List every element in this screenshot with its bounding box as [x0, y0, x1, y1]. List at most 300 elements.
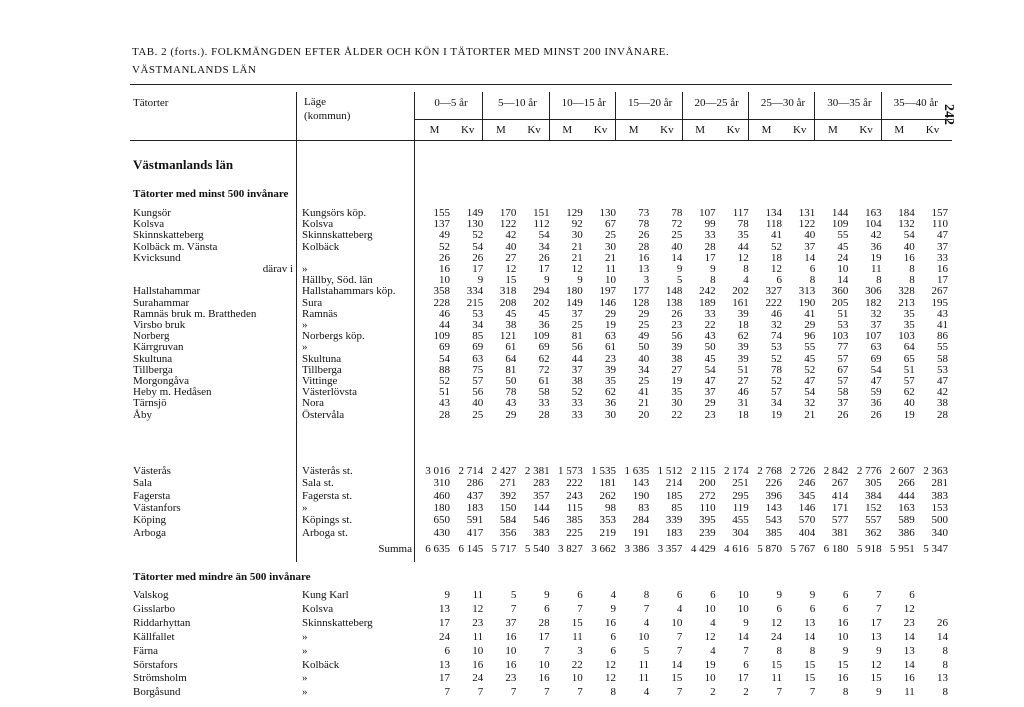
cell-value: 148 [665, 285, 683, 298]
summa-value: 6 635 [425, 543, 450, 555]
place-name: Heby m. Hedåsen [133, 386, 212, 399]
cell-value: 37 [870, 319, 882, 331]
cell-value: 650 [433, 514, 450, 527]
summa-value: 5 951 [890, 543, 915, 555]
municipality: Västerås st. [302, 465, 353, 477]
summa-value: 6 145 [458, 543, 484, 555]
cell-value: 57 [837, 352, 849, 365]
cell-value: 14 [837, 274, 849, 287]
summa-value: 3 662 [591, 543, 616, 555]
cell-value: 13 [804, 616, 816, 629]
cell-value: 362 [865, 526, 882, 539]
cell-value: 6 [909, 589, 915, 601]
cell-value: 6 [809, 602, 816, 615]
cell-value: 9 [544, 274, 550, 287]
cell-value: 33 [937, 251, 948, 264]
cell-value: 281 [931, 477, 948, 490]
cell-value: 74 [771, 330, 782, 343]
cell-value: 47 [704, 375, 716, 387]
cell-value: 6 [710, 589, 716, 601]
cell-value: 56 [571, 341, 583, 354]
cell-value: 25 [638, 375, 650, 387]
cell-value: 47 [870, 375, 882, 387]
cell-value: 271 [499, 477, 517, 490]
cell-value: 8 [743, 263, 749, 275]
cell-value: 11 [771, 672, 782, 685]
cell-value: 28 [704, 240, 716, 253]
cell-value: 13 [439, 658, 450, 671]
cell-value: 129 [566, 207, 583, 219]
cell-value: 17 [538, 263, 550, 275]
cell-value: 200 [699, 477, 716, 490]
cell-value: 67 [605, 218, 616, 231]
cell-value: 29 [704, 397, 716, 410]
municipality: Köpings st. [302, 514, 353, 527]
cell-value: 33 [704, 307, 716, 320]
cell-value: 2 427 [491, 465, 517, 477]
cell-value: 7 [876, 589, 882, 601]
cell-value: 185 [665, 489, 683, 502]
municipality: Kolbäck [302, 240, 340, 253]
cell-value: 8 [909, 263, 915, 275]
cell-value: 31 [737, 397, 749, 410]
cell-value: 4 [643, 686, 650, 699]
cell-value: 58 [937, 352, 948, 365]
cell-value: 57 [771, 386, 782, 399]
cell-value: 146 [798, 501, 816, 514]
cell-value: 53 [771, 341, 782, 354]
cell-value: 9 [876, 686, 882, 699]
cell-value: 246 [798, 477, 816, 490]
cell-value: 12 [771, 263, 782, 275]
place-name: Surahammar [133, 296, 190, 309]
cell-value: 37 [937, 240, 948, 253]
cell-value: 92 [571, 218, 583, 231]
cell-value: 34 [472, 319, 484, 331]
table-row [0, 686, 1024, 699]
place-name: Kolbäck m. Vänsta [133, 240, 218, 253]
cell-value: 23 [605, 352, 616, 365]
cell-value: 19 [605, 319, 616, 331]
cell-value: 109 [433, 330, 450, 343]
table-row [0, 672, 1024, 685]
cell-value: 44 [439, 319, 450, 331]
section-heading: Tätorter med mindre än 500 invånare [133, 571, 311, 583]
cell-value: 63 [472, 352, 484, 365]
cell-value: 9 [776, 589, 782, 601]
cell-value: 180 [433, 501, 450, 514]
cell-value: 107 [865, 330, 882, 343]
cell-value: 26 [439, 251, 450, 264]
place-name: Tärnsjö [133, 397, 167, 410]
cell-value: 345 [798, 489, 816, 502]
cell-value: 2 [743, 686, 749, 699]
page-number: 242 [941, 104, 956, 125]
cell-value: 243 [566, 489, 583, 502]
cell-value: 46 [771, 307, 782, 320]
cell-value: 41 [638, 386, 650, 399]
cell-value: 294 [533, 285, 550, 298]
cell-value: 14 [671, 658, 683, 671]
cell-value: 384 [865, 489, 882, 502]
cell-value: 40 [903, 240, 915, 253]
cell-value: 130 [466, 218, 484, 231]
place-name: Köping [133, 514, 166, 527]
cell-value: 8 [809, 644, 816, 657]
cell-value: 12 [505, 263, 517, 275]
place-name: Färna [133, 644, 159, 657]
cell-value: 19 [771, 408, 782, 421]
cell-value: 132 [898, 218, 915, 231]
cell-value: 25 [472, 408, 484, 421]
cell-value: 267 [831, 477, 849, 490]
cell-value: 23 [671, 319, 683, 331]
cell-value: 7 [510, 686, 517, 699]
cell-value: 29 [605, 307, 616, 320]
cell-value: 21 [605, 251, 616, 264]
municipality: Tillberga [302, 363, 342, 376]
cell-value: 78 [671, 207, 683, 219]
cell-value: 32 [804, 397, 816, 410]
cell-value: 153 [931, 501, 948, 514]
cell-value: 78 [638, 218, 650, 231]
municipality: Skultuna [302, 352, 342, 365]
sex-header-m: M [695, 124, 705, 136]
cell-value: 144 [533, 501, 550, 514]
cell-value: 42 [937, 386, 948, 399]
cell-value: 9 [676, 263, 683, 275]
municipality: » [302, 630, 308, 643]
age-group-divider [549, 92, 550, 140]
cell-value: 99 [704, 218, 716, 231]
cell-value: 96 [804, 330, 816, 343]
age-group-divider [881, 92, 882, 140]
cell-value: 16 [439, 263, 450, 275]
cell-value: 128 [632, 296, 650, 309]
cell-value: 43 [937, 307, 948, 320]
cell-value: 40 [671, 240, 683, 253]
cell-value: 38 [571, 375, 583, 387]
cell-value: 1 535 [591, 465, 616, 477]
cell-value: 7 [544, 644, 550, 657]
cell-value: 543 [765, 514, 782, 527]
cell-value: 81 [571, 330, 583, 343]
cell-value: 118 [765, 218, 782, 231]
cell-value: 225 [566, 526, 583, 539]
cell-value: 56 [671, 330, 683, 343]
cell-value: 30 [605, 240, 616, 253]
cell-value: 295 [732, 489, 749, 502]
cell-value: 103 [898, 330, 915, 343]
cell-value: 9 [444, 589, 450, 601]
cell-value: 284 [632, 514, 650, 527]
cell-value: 12 [605, 672, 616, 685]
cell-value: 54 [804, 386, 816, 399]
sex-header-kv: Kv [660, 124, 674, 136]
cell-value: 27 [505, 251, 517, 264]
cell-value: 28 [638, 240, 650, 253]
cell-value: 33 [571, 408, 583, 421]
cell-value: 3 016 [425, 465, 450, 477]
cell-value: 190 [632, 489, 650, 502]
cell-value: 7 [743, 644, 749, 657]
cell-value: 29 [505, 408, 517, 421]
cell-value: 4 [710, 644, 716, 657]
cell-value: 7 [643, 602, 650, 615]
place-name: Kvicksund [133, 251, 181, 264]
cell-value: 15 [771, 658, 782, 671]
cell-value: 36 [870, 397, 882, 410]
cell-value: 9 [842, 644, 849, 657]
sex-header-kv: Kv [726, 124, 741, 136]
cell-value: 5 [643, 644, 650, 657]
cell-value: 8 [643, 589, 650, 601]
cell-value: 318 [499, 285, 517, 298]
cell-value: 64 [505, 352, 517, 365]
age-group-divider [748, 92, 749, 140]
table-row [0, 589, 1024, 602]
header-mid-rule [415, 119, 952, 120]
cell-value: 44 [571, 352, 583, 365]
cell-value: 500 [931, 514, 948, 527]
cell-value: 267 [931, 285, 948, 298]
cell-value: 6 [842, 602, 849, 615]
cell-value: 144 [831, 207, 849, 219]
cell-value: 107 [699, 207, 716, 219]
cell-value: 49 [439, 229, 450, 242]
municipality: » [302, 686, 308, 699]
cell-value: 26 [937, 616, 948, 629]
sex-header-kv: Kv [460, 124, 475, 136]
cell-value: 61 [538, 375, 550, 387]
cell-value: 15 [837, 658, 849, 671]
cell-value: 356 [499, 526, 517, 539]
cell-value: 353 [599, 514, 616, 527]
cell-value: 9 [544, 589, 550, 601]
cell-value: 44 [737, 240, 749, 253]
cell-value: 64 [903, 341, 915, 354]
municipality: Vittinge [302, 375, 338, 387]
cell-value: 24 [771, 630, 782, 643]
summa-value: 5 767 [790, 543, 816, 555]
cell-value: 35 [605, 375, 616, 387]
cell-value: 4 [610, 589, 616, 601]
sex-header-kv: Kv [527, 124, 541, 136]
cell-value: 50 [704, 341, 716, 354]
municipality: » [302, 263, 308, 275]
cell-value: 50 [638, 341, 650, 354]
municipality: Hallstahammars köp. [302, 285, 396, 298]
sex-header-kv: Kv [593, 124, 608, 136]
cell-value: 1 512 [657, 465, 683, 477]
age-group-header: 30—35 år [827, 97, 872, 109]
cell-value: 17 [439, 672, 450, 685]
cell-value: 8 [942, 686, 948, 699]
cell-value: 10 [737, 589, 749, 601]
cell-value: 283 [533, 477, 550, 490]
cell-value: 430 [433, 526, 450, 539]
municipality: Sura [302, 296, 323, 309]
cell-value: 122 [798, 218, 816, 231]
cell-value: 414 [831, 489, 849, 502]
age-group-divider [615, 92, 616, 140]
cell-value: 62 [737, 330, 749, 343]
cell-value: 45 [804, 352, 816, 365]
cell-value: 11 [904, 686, 915, 699]
cell-value: 27 [737, 375, 749, 387]
cell-value: 16 [605, 616, 616, 629]
cell-value: 53 [472, 307, 484, 320]
cell-value: 17 [737, 672, 749, 685]
cell-value: 109 [831, 218, 849, 231]
cell-value: 10 [472, 644, 484, 657]
cell-value: 26 [870, 408, 882, 421]
cell-value: 8 [876, 274, 882, 287]
cell-value: 21 [571, 240, 583, 253]
cell-value: 34 [538, 240, 550, 253]
cell-value: 10 [638, 630, 650, 643]
cell-value: 9 [710, 263, 716, 275]
cell-value: 16 [903, 672, 915, 685]
col-header-kommun: (kommun) [304, 110, 351, 122]
cell-value: 222 [765, 296, 782, 309]
cell-value: 577 [831, 514, 849, 527]
cell-value: 14 [804, 630, 816, 643]
cell-value: 8 [610, 686, 616, 699]
cell-value: 115 [566, 501, 583, 514]
cell-value: 112 [533, 218, 550, 231]
cell-value: 13 [439, 602, 450, 615]
place-name: Ramnäs bruk m. Brattheden [133, 307, 257, 320]
municipality: » [302, 501, 308, 514]
cell-value: 28 [439, 408, 450, 421]
cell-value: 339 [665, 514, 683, 527]
table-row [0, 502, 1024, 515]
cell-value: 40 [472, 397, 484, 410]
cell-value: 54 [704, 363, 716, 376]
cell-value: 15 [804, 672, 816, 685]
cell-value: 8 [776, 644, 782, 657]
summa-value: 5 870 [757, 543, 782, 555]
cell-value: 202 [732, 285, 749, 298]
cell-value: 37 [571, 307, 583, 320]
table-row [0, 645, 1024, 658]
sex-header-m: M [828, 124, 838, 136]
cell-value: 19 [870, 251, 882, 264]
cell-value: 177 [632, 285, 650, 298]
cell-value: 12 [472, 602, 484, 615]
cell-value: 557 [865, 514, 882, 527]
cell-value: 163 [865, 207, 882, 219]
cell-value: 589 [898, 514, 915, 527]
cell-value: 30 [605, 408, 616, 421]
cell-value: 191 [632, 526, 650, 539]
cell-value: 2 607 [890, 465, 915, 477]
municipality: » [302, 319, 308, 331]
table-subtitle: VÄSTMANLANDS LÄN [132, 64, 257, 76]
cell-value: 110 [699, 501, 716, 514]
place-name: Kärrgruvan [133, 341, 184, 354]
age-group-header: 15—20 år [628, 97, 673, 109]
cell-value: 6 [610, 644, 616, 657]
cell-value: 41 [937, 319, 948, 331]
cell-value: 6 [544, 602, 550, 615]
cell-value: 11 [472, 630, 484, 643]
cell-value: 52 [771, 352, 782, 365]
cell-value: 57 [837, 375, 849, 387]
cell-value: 16 [837, 672, 849, 685]
municipality: » [302, 644, 308, 657]
cell-value: 195 [931, 296, 948, 309]
cell-value: 72 [538, 363, 550, 376]
age-group-header: 25—30 år [760, 97, 806, 109]
cell-value: 21 [638, 397, 650, 410]
cell-value: 37 [505, 616, 517, 629]
cell-value: 11 [472, 589, 484, 601]
cell-value: 54 [538, 229, 550, 242]
cell-value: 17 [937, 274, 948, 287]
cell-value: 13 [937, 672, 948, 685]
municipality: Sala st. [302, 477, 334, 490]
cell-value: 6 [676, 589, 683, 601]
cell-value: 157 [931, 207, 948, 219]
cell-value: 58 [538, 386, 550, 399]
cell-value: 33 [538, 397, 550, 410]
cell-value: 7 [809, 686, 816, 699]
cell-value: 7 [776, 686, 782, 699]
cell-value: 7 [544, 686, 550, 699]
cell-value: 63 [605, 330, 616, 343]
cell-value: 190 [798, 296, 816, 309]
summa-value: 6 180 [823, 543, 849, 555]
municipality: Östervåla [302, 408, 345, 421]
cell-value: 57 [472, 375, 484, 387]
cell-value: 149 [466, 207, 484, 219]
cell-value: 546 [533, 514, 550, 527]
cell-value: 12 [704, 630, 716, 643]
cell-value: 52 [771, 240, 782, 253]
cell-value: 18 [771, 251, 782, 264]
cell-value: 41 [804, 307, 816, 320]
cell-value: 119 [732, 501, 749, 514]
cell-value: 72 [671, 218, 683, 231]
cell-value: 12 [737, 251, 749, 264]
cell-value: 53 [937, 363, 948, 376]
cell-value: 43 [704, 330, 716, 343]
cell-value: 313 [798, 285, 816, 298]
place-name: Morgongåva [133, 375, 190, 387]
cell-value: 38 [505, 319, 517, 331]
cell-value: 417 [466, 526, 484, 539]
cell-value: 88 [439, 363, 450, 376]
cell-value: 150 [499, 501, 517, 514]
cell-value: 152 [865, 501, 882, 514]
cell-value: 52 [472, 229, 484, 242]
cell-value: 21 [804, 408, 816, 421]
cell-value: 38 [671, 352, 683, 365]
cell-value: 11 [871, 263, 882, 275]
cell-value: 4 [743, 274, 749, 287]
summa-value: 3 357 [657, 543, 683, 555]
cell-value: 51 [439, 386, 450, 399]
cell-value: 304 [732, 526, 749, 539]
cell-value: 22 [571, 658, 583, 671]
cell-value: 14 [737, 630, 749, 643]
place-name: Sala [133, 477, 152, 490]
place-name: Skinnskatteberg [133, 229, 204, 242]
table-row [0, 617, 1024, 630]
cell-value: 392 [499, 489, 517, 502]
